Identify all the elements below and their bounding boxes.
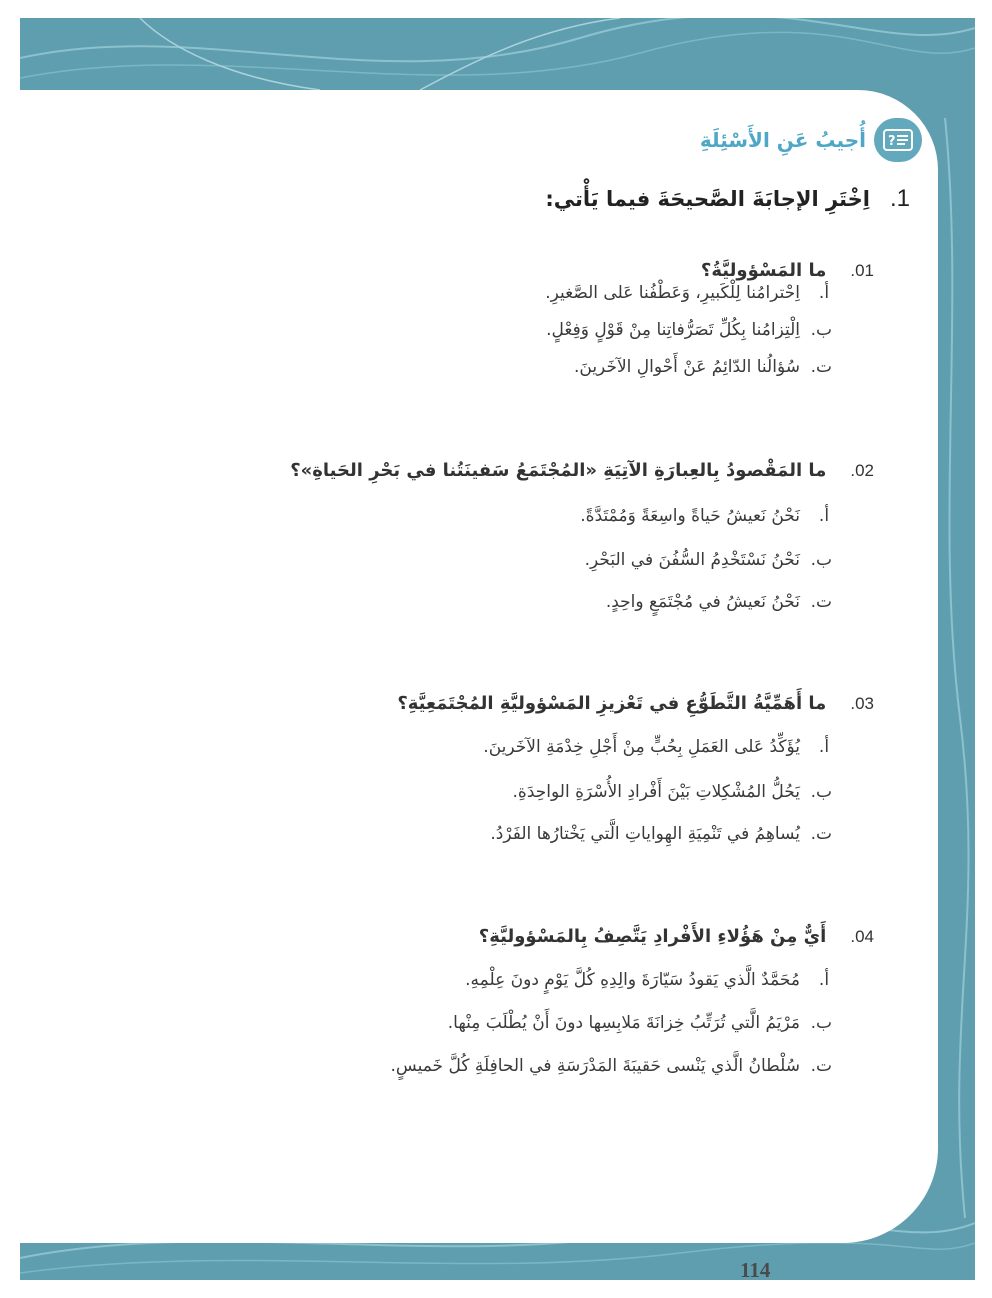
option-text: اِحْترامُنا لِلْكَبيرِ، وَعَطْفُنا عَلى الصَّغيرِ.	[545, 283, 800, 303]
option-letter: أ.	[818, 737, 830, 757]
option-letter: ب.	[810, 782, 832, 802]
option-text: يُؤَكِّدُ عَلى العَمَلِ بِحُبٍّ مِنْ أَجْلِ خِدْمَةِ الآخَرينَ.	[483, 737, 800, 757]
question-number: 02.	[850, 461, 874, 480]
option-letter: ب.	[810, 1013, 832, 1033]
page-number: 114	[740, 1258, 771, 1282]
option-b[interactable]	[585, 550, 832, 570]
option-letter: ب.	[810, 320, 832, 340]
option-letter: ت.	[810, 357, 832, 377]
option-b[interactable]	[513, 782, 832, 802]
option-a[interactable]	[580, 506, 832, 526]
option-text: نَحْنُ نَعيشُ حَياةً واسِعَةً وَمُمْتَدَّةً.	[580, 506, 800, 526]
option-text: نَحْنُ نَعيشُ في مُجْتَمَعٍ واحِدٍ.	[605, 592, 800, 612]
main-question-number: 1.	[889, 185, 910, 212]
question-2	[290, 460, 874, 481]
option-a[interactable]	[465, 970, 832, 990]
option-b[interactable]	[546, 320, 832, 340]
option-letter: ب.	[810, 550, 832, 570]
option-c[interactable]	[606, 592, 832, 612]
svg-text:?: ?	[888, 134, 896, 149]
section-header	[700, 118, 922, 162]
option-text: يُساهِمُ في تَنْمِيَةِ الهِواياتِ الَّتي يَخْتارُها الفَرْدُ.	[490, 824, 800, 844]
question-4	[479, 926, 874, 947]
option-c[interactable]	[574, 357, 832, 377]
option-letter: ت.	[810, 1056, 832, 1076]
section-title: أُجيبُ عَنِ الأَسْئِلَةِ	[699, 128, 866, 152]
option-a[interactable]	[483, 737, 832, 757]
option-text: سُلْطانُ الَّذي يَنْسى حَقيبَةَ المَدْرَسَةِ في الحافِلَةِ كُلَّ خَميسٍ.	[390, 1056, 800, 1076]
option-b[interactable]	[448, 1013, 832, 1033]
option-c[interactable]	[490, 824, 832, 844]
option-text: يَحُلُّ المُشْكِلاتِ بَيْنَ أَفْرادِ الأُسْرَةِ الواحِدَةِ.	[512, 782, 800, 802]
option-text: سُؤالُنا الدّائِمُ عَنْ أَحْوالِ الآخَرينَ.	[573, 357, 800, 377]
option-letter: أ.	[818, 283, 830, 303]
question-number: 01.	[850, 261, 874, 280]
option-text: مَرْيَمُ الَّتي تُرَتِّبُ خِزانَةَ مَلابِسِها دونَ أَنْ يُطْلَبَ مِنْها.	[447, 1013, 800, 1033]
option-letter: ت.	[810, 824, 832, 844]
option-letter: ت.	[810, 592, 832, 612]
option-text: اِلْتِزامُنا بِكُلِّ تَصَرُّفاتِنا مِنْ قَوْلٍ وَفِعْلٍ.	[546, 320, 800, 340]
option-text: مُحَمَّدٌ الَّذي يَقودُ سَيّارَةَ والِدِهِ كُلَّ يَوْمٍ دونَ عِلْمِهِ.	[465, 970, 800, 990]
main-question	[545, 185, 910, 213]
option-letter: أ.	[818, 506, 830, 526]
option-a[interactable]	[545, 283, 832, 303]
option-letter: أ.	[818, 970, 830, 990]
question-1	[701, 260, 874, 281]
option-c[interactable]	[391, 1056, 832, 1076]
question-text: أَيٌّ مِنْ هَؤُلاءِ الأَفْرادِ يَتَّصِفُ بِالمَسْؤوليَّةِ؟	[478, 926, 827, 947]
question-text: ما أَهَمِّيَّةُ التَّطَوُّعِ في تَعْزيزِ المَسْؤوليَّةِ المُجْتَمَعِيَّةِ؟	[397, 693, 827, 714]
question-number: 04.	[850, 927, 874, 946]
question-text: ما المَسْؤوليَّةُ؟	[700, 260, 827, 281]
main-question-text: اِخْتَرِ الإجابَةَ الصَّحيحَةَ فيما يَأْتي:	[545, 187, 870, 211]
question-number: 03.	[850, 694, 874, 713]
question-text: ما المَقْصودُ بِالعِبارَةِ الآتِيَةِ «المُجْتَمَعُ سَفينَتُنا في بَحْرِ الحَياةِ»؟	[290, 460, 827, 481]
question-card-icon	[874, 118, 922, 162]
option-text: نَحْنُ نَسْتَخْدِمُ السُّفُنَ في البَحْرِ.	[584, 550, 800, 570]
question-3	[397, 693, 874, 714]
